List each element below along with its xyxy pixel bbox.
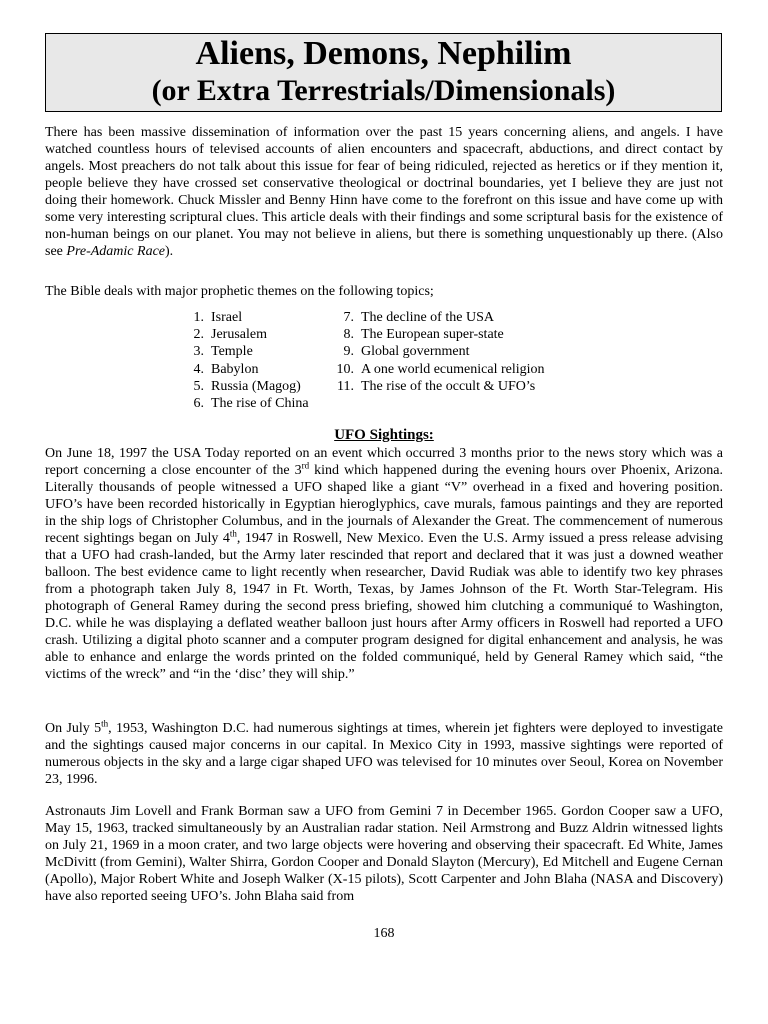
list-label: Jerusalem — [211, 327, 267, 343]
ufo-paragraph-2 — [45, 720, 723, 788]
list-item — [176, 395, 309, 412]
page-subtitle: (or Extra Terrestrials/Dimensionals) — [151, 74, 616, 107]
list-label: The decline of the USA — [361, 310, 494, 325]
paragraph-text: On June 18, 1997 the USA Today reported on an event which occurred 3 months prior to the news story which was a report concerning a close encounter of the 3 — [45, 446, 723, 478]
list-label: The rise of the occult & UFO’s — [361, 378, 536, 394]
intro-text: There has been massive dissemination of information over the past 15 years concerning aliens, and angels. I have watched countless hours of televised accounts of alien encounters and spacecraft, abductions, and direct contact by angels. Most preachers do not talk about this issue for fear of being ridiculed, rejected as heretics or if they mention it, people believe they have crossed set conservative theological or doctrinal boundaries, yet I believe they are just not doing their homework. Chuck Missler and Benny Hinn have come to the forefront on this issue and have come up with some very interesting scriptural clues. This article deals with their findings and some scriptural basis for the existence of non-human beings on our planet. You may not believe in aliens, but there is something unquestionably up there. (Also see — [45, 125, 723, 259]
list-label: The rise of China — [211, 396, 309, 412]
ufo-paragraph-3: Astronauts Jim Lovell and Frank Borman saw a UFO from Gemini 7 in December 1965. Gordon Cooper saw a UFO, May 15, 1963, tracked simultaneously by an Australian radar station. Neil Armstrong and Buzz Aldrin witnessed lights on July 21, 1969 in a moon crater, and two large objects were hovering and observing their spacecraft. Ed White, James McDivitt (from Gemini), Walter Shirra, Gordon Cooper and Donald Slayton (Mercury), Ed Mitchell and Eugene Cernan (Apollo), Major Robert White and Joseph Walker (X-15 pilots), Scott Carpenter and John Blaha (NASA and Discovery) have also reported seeing UFO’s. John Blaha said from — [45, 804, 723, 904]
list-label: Israel — [211, 310, 243, 325]
topics-list-left — [176, 309, 309, 412]
list-number: 5. — [193, 378, 204, 394]
intro-closing: ). — [165, 244, 174, 259]
list-item — [176, 361, 309, 378]
paragraph-text: , 1947 in Roswell, New Mexico. Even the U.S. Army issued a press release advising that a UFO had crash-landed, but the Army later rescinded that report and declared that it was just a downed weather balloon. The best evidence came to light recently when researcher, David Rudiak was able to identify two key phrases from a photograph taken July 8, 1947 in Ft. Worth, Texas, by James Johnson of the Ft. Worth Star-Telegram. His photograph of General Ramey during the second press briefing, showed him clutching a communiqué to Washington, D.C. while he was displaying a deflated weather balloon just hours after Army officers in Roswell had reported a UFO crash. Utilizing a digital photo scanner and a computer program designed for digital enhancement and analysis, he was able to enhance and enlarge the words printed on the folded communiqué, held by General Ramey which said, “the victims of the wreck” and “in the ‘disc’ they will ship.” — [45, 531, 723, 682]
list-item — [176, 309, 309, 326]
list-item — [330, 378, 545, 395]
list-number: 11. — [337, 378, 354, 394]
ufo-paragraph-1 — [45, 445, 723, 683]
list-number: 4. — [193, 361, 204, 377]
list-item — [330, 309, 545, 326]
list-label: The European super-state — [361, 327, 504, 343]
paragraph-text: , 1953, Washington D.C. had numerous sightings at times, wherein jet fighters were deployed to investigate and the sightings caused major concerns in our capital. In Mexico City in 1993, massive sightings were reported of numerous objects in the sky and a large cigar shaped UFO was televised for 10 minutes over Seoul, Korea on November 23, 1996. — [45, 721, 723, 787]
list-number: 8. — [343, 327, 354, 343]
list-number: 2. — [193, 327, 204, 343]
ordinal-suffix: th — [101, 718, 109, 729]
section-heading: UFO Sightings: — [334, 427, 434, 443]
topics-intro: The Bible deals with major prophetic themes on the following topics; — [45, 284, 434, 299]
list-number: 1. — [193, 310, 204, 325]
page-title: Aliens, Demons, Nephilim — [195, 35, 572, 72]
list-label: Global government — [361, 344, 470, 360]
topics-list-right — [330, 309, 545, 395]
list-item — [176, 326, 309, 343]
ordinal-suffix: th — [229, 528, 237, 539]
paragraph-text: On July 5 — [45, 721, 102, 736]
list-label: Temple — [211, 344, 253, 360]
ordinal-suffix: rd — [301, 460, 310, 471]
see-also-reference: Pre-Adamic Race — [66, 244, 165, 259]
list-item — [330, 326, 545, 343]
paragraph-text: kind which happened during the evening hours over Phoenix, Arizona. Literally thousands of people witnessed a UFO shaped like a giant “V” overhead in a fixed and hovering position. UFO’s have been recorded historically in Egyptian hieroglyphics, cave murals, famous paintings and they are reported in the ship logs of Christopher Columbus, and in the journals of Alexander the Great. The commencement of numerous recent sightings began on July 4 — [45, 463, 723, 546]
list-number: 3. — [193, 344, 204, 360]
list-label: A one world ecumenical religion — [361, 361, 545, 377]
list-number: 7. — [343, 310, 354, 325]
list-number: 9. — [343, 344, 354, 360]
list-item — [176, 378, 309, 395]
list-item — [330, 343, 545, 360]
list-number: 6. — [193, 396, 204, 412]
page-number: 168 — [373, 926, 395, 941]
list-item — [176, 343, 309, 360]
list-number: 10. — [336, 361, 354, 377]
list-label: Russia (Magog) — [211, 378, 301, 394]
list-item — [330, 361, 545, 378]
intro-paragraph — [45, 124, 723, 260]
title-box — [45, 33, 722, 112]
list-label: Babylon — [211, 361, 259, 377]
